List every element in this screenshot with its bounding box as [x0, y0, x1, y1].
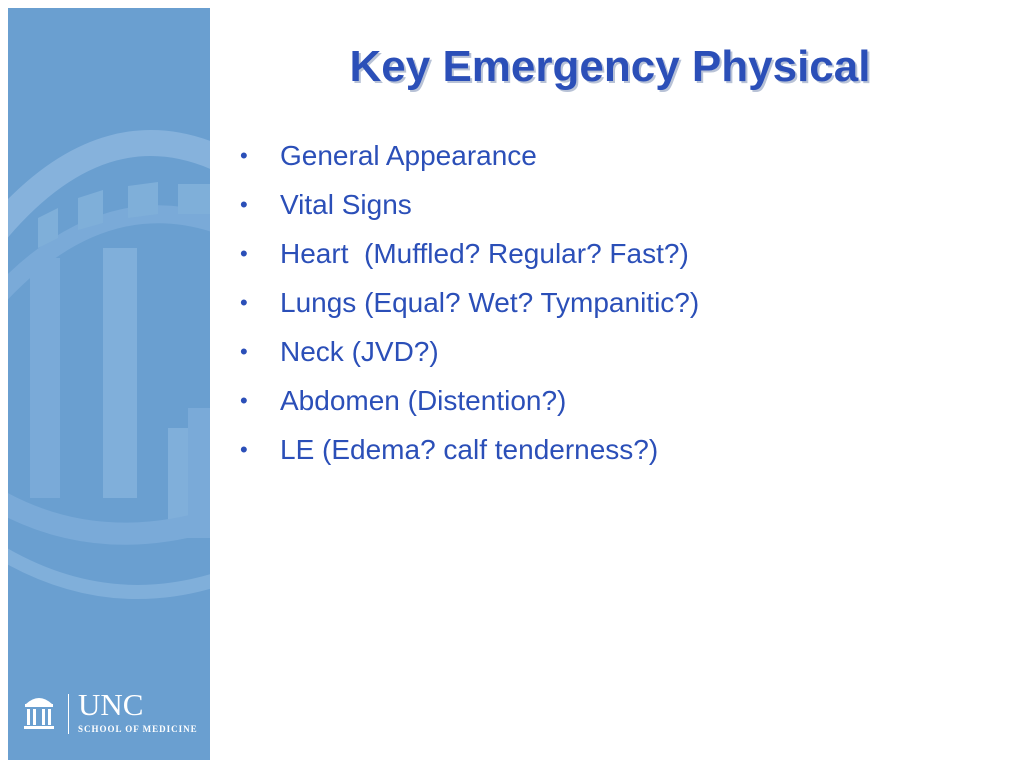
bullet-list	[240, 136, 699, 479]
bullet-item	[240, 332, 699, 381]
old-well-watermark-icon	[8, 8, 210, 760]
bullet-item	[240, 234, 699, 283]
bullet-text: Heart (Muffled? Regular? Fast?)	[280, 238, 689, 269]
bullet-item	[240, 430, 699, 479]
bullet-item	[240, 283, 699, 332]
bullet-icon: •	[240, 388, 248, 413]
bullet-icon: •	[240, 192, 248, 217]
bullet-text: Abdomen (Distention?)	[280, 385, 567, 416]
logo-school-of-medicine-text: SCHOOL OF MEDICINE	[78, 724, 198, 734]
bullet-text: Lungs (Equal? Wet? Tympanitic?)	[280, 287, 700, 318]
bullet-text: LE (Edema? calf tenderness?)	[280, 434, 659, 465]
bullet-item	[240, 136, 699, 185]
bullet-icon: •	[240, 143, 248, 168]
bullet-item	[240, 381, 699, 430]
old-well-icon	[22, 692, 56, 732]
side-panel	[8, 8, 210, 760]
bullet-icon: •	[240, 339, 248, 364]
bullet-icon: •	[240, 290, 248, 315]
bullet-text: Neck (JVD?)	[280, 336, 439, 367]
bullet-item	[240, 185, 699, 234]
logo-unc-text: UNC	[78, 687, 144, 722]
slide-title: Key Emergency Physical	[349, 42, 871, 91]
bullet-text: General Appearance	[280, 140, 537, 171]
bullet-text: Vital Signs	[280, 189, 412, 220]
logo-divider	[68, 694, 69, 734]
bullet-icon: •	[240, 437, 248, 462]
unc-logo	[18, 688, 208, 738]
bullet-icon: •	[240, 241, 248, 266]
